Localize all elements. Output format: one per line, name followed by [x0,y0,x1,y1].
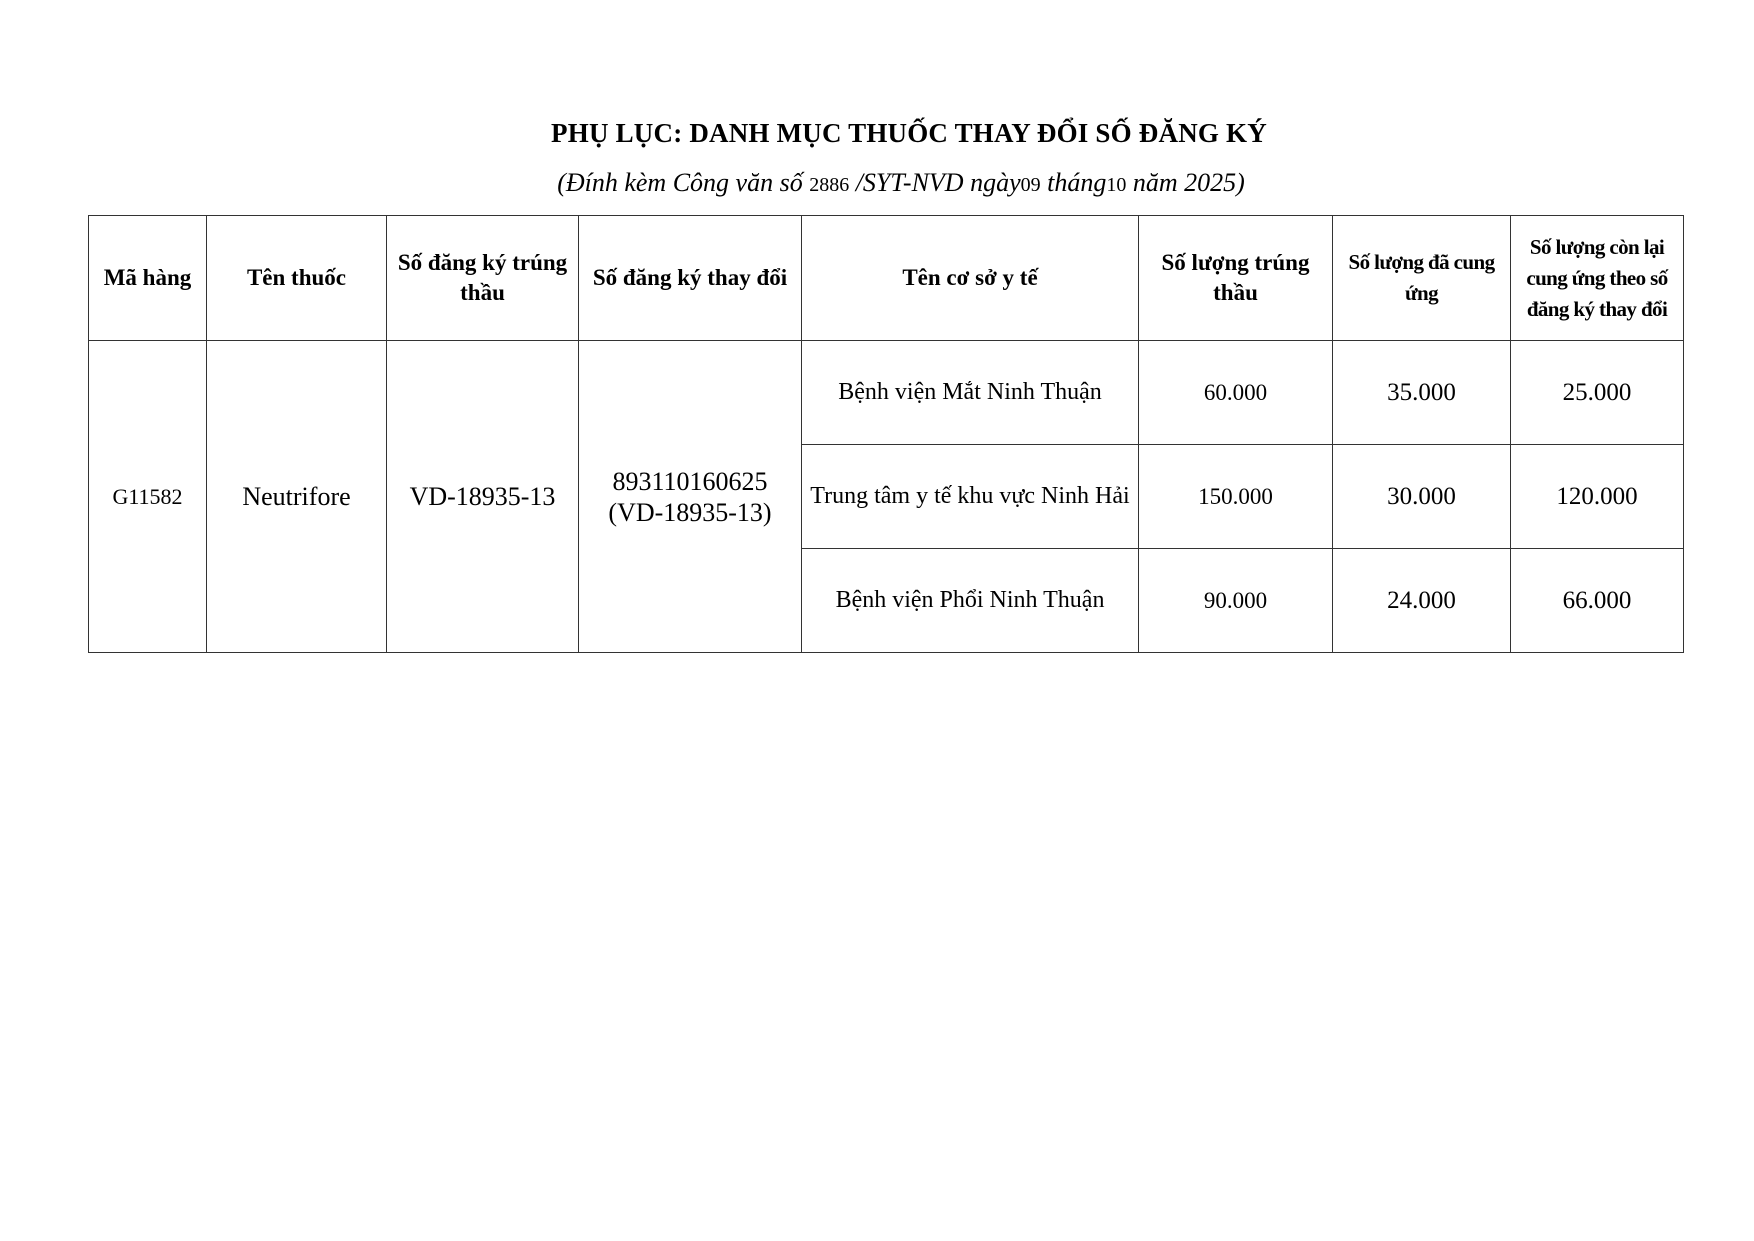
subtitle-suffix: năm 2025) [1132,168,1245,197]
changed-reg-cell [579,341,802,653]
table-header-row [89,216,1684,341]
header-remaining-qty: Số lượng còn lại cung ứng theo số đăng ký thay đổi [1511,216,1684,341]
page-title: PHỤ LỤC: DANH MỤC THUỐC THAY ĐỔI SỐ ĐĂNG KÝ [551,118,1267,148]
remaining-qty-cell: 120.000 [1511,445,1684,549]
page-subtitle [0,168,1754,198]
supplied-qty-cell: 35.000 [1333,341,1511,445]
facility-cell: Bệnh viện Phổi Ninh Thuận [802,549,1139,653]
winning-reg-cell: VD-18935-13 [387,341,579,653]
header-winning-reg: Số đăng ký trúng thầu [387,216,579,341]
subtitle-prefix: (Đính kèm Công văn số [557,168,803,197]
item-code-cell: G11582 [89,341,207,653]
document-month: 10 [1106,174,1127,196]
document-number: 2886 [809,174,850,196]
subtitle-ref: /SYT-NVD ngày [855,168,1021,197]
winning-qty-cell: 90.000 [1139,549,1333,653]
drug-name-cell: Neutrifore [207,341,387,653]
remaining-qty-cell: 66.000 [1511,549,1684,653]
winning-qty-cell: 60.000 [1139,341,1333,445]
subtitle-month-label: tháng [1047,168,1107,197]
header-changed-reg: Số đăng ký thay đổi [579,216,802,341]
facility-cell: Bệnh viện Mắt Ninh Thuận [802,341,1139,445]
table-row [89,341,1684,445]
drug-registration-table [88,215,1684,653]
changed-reg-number: 893110160625 [612,466,768,496]
supplied-qty-cell: 24.000 [1333,549,1511,653]
changed-reg-old-number: (VD-18935-13) [608,497,772,527]
header-drug-name: Tên thuốc [207,216,387,341]
remaining-qty-cell: 25.000 [1511,341,1684,445]
header-winning-qty: Số lượng trúng thầu [1139,216,1333,341]
header-code: Mã hàng [89,216,207,341]
facility-cell: Trung tâm y tế khu vực Ninh Hải [802,445,1139,549]
document-day: 09 [1020,174,1041,196]
winning-qty-cell: 150.000 [1139,445,1333,549]
header-facility: Tên cơ sở y tế [802,216,1139,341]
supplied-qty-cell: 30.000 [1333,445,1511,549]
header-supplied-qty: Số lượng đã cung ứng [1333,216,1511,341]
